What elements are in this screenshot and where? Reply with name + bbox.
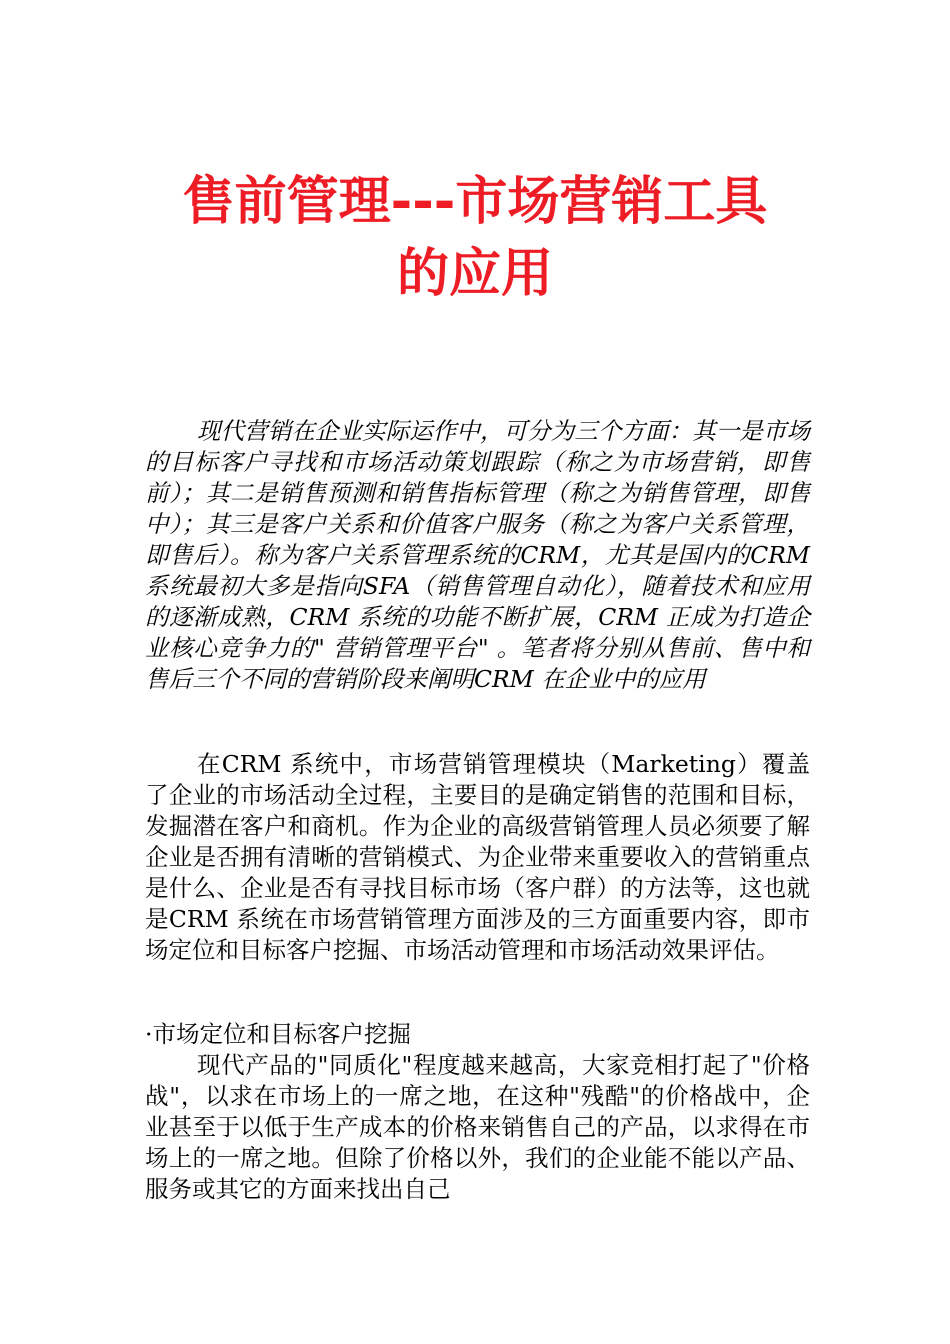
intro-section	[145, 416, 810, 695]
title-line-1: 售前管理---市场营销工具	[182, 172, 768, 232]
marketing-module-section	[145, 749, 810, 966]
intro-paragraph: 现代营销在企业实际运作中，可分为三个方面：其一是市场的目标客户寻找和市场活动策划跟踪（称之为市场营销，即售前）；其二是销售预测和销售指标管理（称之为销售管理，即售中）；其三是客户关系和价值客户服务（称之为客户关系管理，即售后）。称为客户关系管理系统的CRM，尤其是国内的CRM 系统最初大多是指向SFA（销售管理自动化），随着技术和应用的逐渐成熟，CRM 系统的功能不断扩展，CRM 正成为打造企业核心竞争力的" 营销管理平台" 。笔者将分别从售前、售中和售后三个不同的营销阶段来阐明CRM 在企业中的应用	[145, 417, 810, 693]
document-title	[100, 166, 850, 310]
marketing-module-paragraph: 在CRM 系统中，市场营销管理模块（Marketing）覆盖了企业的市场活动全过程，主要目的是确定销售的范围和目标，发掘潜在客户和商机。作为企业的高级营销管理人员必须要了解企业是否拥有清晰的营销模式、为企业带来重要收入的营销重点是什么、企业是否有寻找目标市场（客户群）的方法等，这也就是CRM 系统在市场营销管理方面涉及的三方面重要内容，即市场定位和目标客户挖掘、市场活动管理和市场活动效果评估。	[145, 750, 810, 964]
positioning-section	[145, 1050, 810, 1205]
title-line-2: 的应用	[396, 244, 553, 304]
section-heading: ·市场定位和目标客户挖掘	[145, 1020, 411, 1048]
positioning-paragraph: 现代产品的"同质化"程度越来越高，大家竞相打起了"价格战"，以求在市场上的一席之地，在这种"残酷"的价格战中，企业甚至于以低于生产成本的价格来销售自己的产品，以求得在市场上的一席之地。但除了价格以外，我们的企业能不能以产品、服务或其它的方面来找出自己	[145, 1051, 810, 1203]
